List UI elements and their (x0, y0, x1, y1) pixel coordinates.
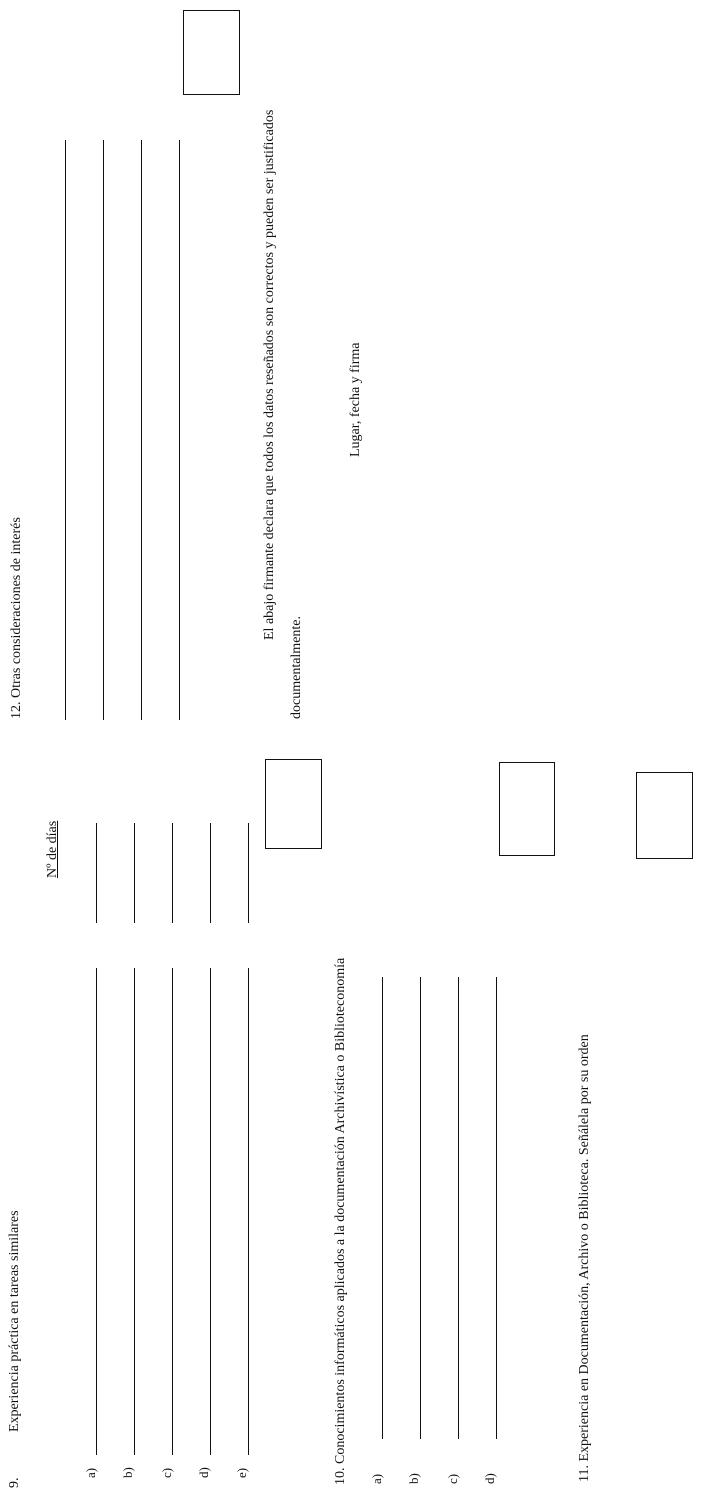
section-12-line-1[interactable] (65, 140, 66, 720)
section-9-item-e-label: e) (234, 1467, 249, 1478)
declaration-line-1: El abajo firmante declara que todos los datos reseñados son correctos y pueden ser justificados (262, 109, 277, 640)
section-12-score-box[interactable] (183, 10, 240, 95)
declaration-line-2: documentalmente. (289, 615, 304, 719)
section-9-item-c-days[interactable] (172, 823, 173, 923)
section-9-item-e-input[interactable] (248, 968, 249, 1455)
section-9-number: 9. (7, 1477, 22, 1488)
section-9-score-box[interactable] (265, 759, 322, 849)
section-10-item-a-label: a) (369, 1473, 384, 1484)
section-10-item-b-label: b) (406, 1473, 421, 1484)
section-10-item-c-label: c) (445, 1473, 460, 1484)
section-9-item-d-days[interactable] (210, 823, 211, 923)
section-9-item-a-input[interactable] (96, 968, 97, 1455)
section-12-line-2[interactable] (103, 140, 104, 720)
section-12-title: 12. Otras consideraciones de interés (9, 517, 24, 719)
section-10-item-c-input[interactable] (458, 977, 459, 1439)
section-9-item-b-input[interactable] (134, 968, 135, 1455)
section-9-item-a-label: a) (83, 1467, 98, 1478)
section-9-item-a-days[interactable] (96, 823, 97, 923)
days-column-header: Nº de días (45, 820, 60, 878)
section-10-score-box[interactable] (499, 762, 555, 856)
section-11-title: 11. Experiencia en Documentación, Archivo o Biblioteca. Señálela por su orden (577, 1034, 592, 1482)
section-9-item-d-label: d) (196, 1467, 211, 1478)
section-10-item-d-input[interactable] (496, 977, 497, 1439)
section-9-item-c-label: c) (159, 1467, 174, 1478)
section-9-item-b-label: b) (120, 1467, 135, 1478)
signature-label: Lugar, fecha y firma (348, 342, 363, 457)
section-9-item-b-days[interactable] (134, 823, 135, 923)
section-9-title: Experiencia práctica en tareas similares (7, 1210, 22, 1432)
section-9-item-d-input[interactable] (210, 968, 211, 1455)
section-10-item-d-label: d) (482, 1473, 497, 1484)
section-10-title: 10. Conocimientos informáticos aplicados a la documentación Archivística o Biblioteconomía (333, 957, 348, 1485)
section-10-item-a-input[interactable] (382, 977, 383, 1439)
section-9-item-c-input[interactable] (172, 968, 173, 1455)
section-10-item-b-input[interactable] (420, 977, 421, 1439)
section-11-score-box[interactable] (636, 772, 693, 859)
section-9-item-e-days[interactable] (248, 823, 249, 923)
section-12-line-3[interactable] (141, 140, 142, 720)
section-12-line-4[interactable] (179, 140, 180, 720)
